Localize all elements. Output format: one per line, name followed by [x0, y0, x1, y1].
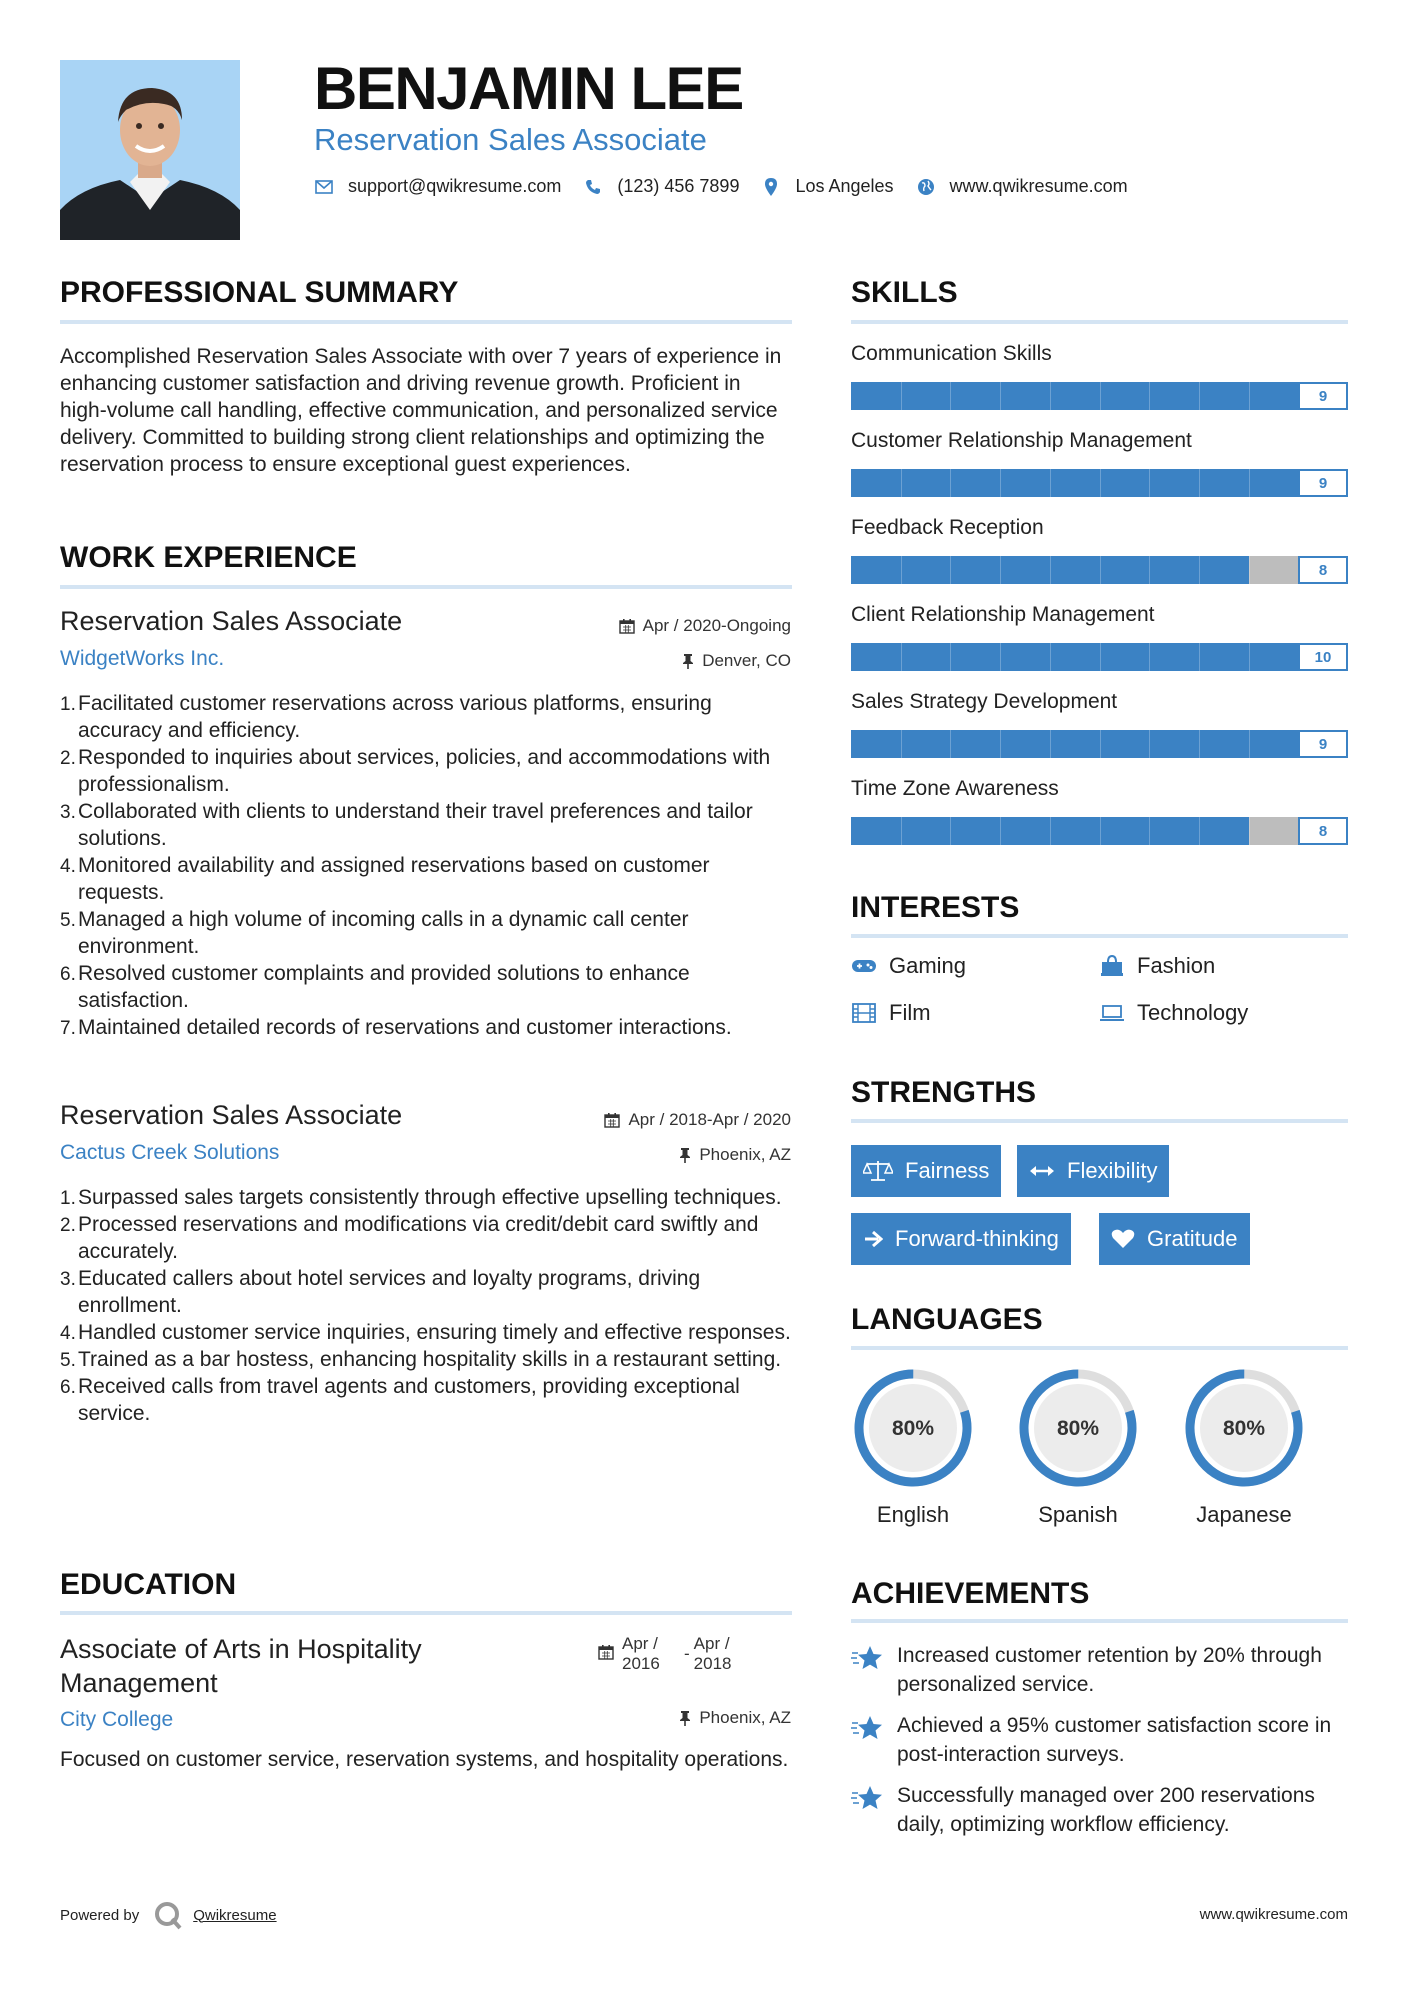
interest-technology: Technology — [1099, 1000, 1248, 1026]
language-ring — [1016, 1366, 1140, 1490]
list-item: Monitored availability and assigned reservations based on customer requests. — [78, 854, 710, 904]
education-location: Phoenix, AZ — [679, 1708, 791, 1728]
skill-name: Time Zone Awareness — [851, 777, 1059, 800]
pin-icon — [682, 653, 694, 669]
skill-bar-fill — [851, 469, 1298, 497]
skills-heading: SKILLS — [851, 276, 958, 309]
job-2-bullets — [60, 1184, 792, 1427]
job-1-date: Apr / 2020-Ongoing — [619, 616, 791, 636]
pin-icon — [679, 1147, 691, 1163]
laptop-icon — [1099, 1002, 1125, 1024]
skill-bar-segment — [1050, 643, 1051, 671]
skill-bar-segment — [1050, 730, 1051, 758]
list-item: Received calls from travel agents and customers, providing exceptional service. — [78, 1375, 740, 1425]
contact-website[interactable] — [916, 176, 1128, 197]
skill-level-badge: 9 — [1298, 382, 1348, 410]
achievements-divider — [851, 1619, 1348, 1623]
strengths-heading: STRENGTHS — [851, 1076, 1037, 1109]
skill-bar-segment — [1199, 556, 1200, 584]
languages-heading: LANGUAGES — [851, 1303, 1043, 1336]
balance-scale-icon — [863, 1159, 893, 1183]
skill-bar-segment — [1000, 469, 1001, 497]
skill-bar-segment — [1249, 643, 1250, 671]
skill-bar-segment — [1199, 469, 1200, 497]
skill-level-badge: 9 — [1298, 730, 1348, 758]
job-2-location: Phoenix, AZ — [679, 1145, 791, 1165]
interests-heading: INTERESTS — [851, 891, 1020, 924]
skill-name: Client Relationship Management — [851, 603, 1155, 626]
list-item: Trained as a bar hostess, enhancing hospitality skills in a restaurant setting. — [78, 1348, 782, 1371]
skill-bar-segment — [1000, 817, 1001, 845]
language-name: Spanish — [1038, 1502, 1118, 1527]
calendar-icon — [604, 1112, 620, 1128]
globe-icon — [916, 177, 936, 197]
language-ring — [1182, 1366, 1306, 1490]
calendar-icon — [619, 618, 635, 634]
skill-bar-segment — [1000, 382, 1001, 410]
skill-bar-segment — [1100, 382, 1101, 410]
gamepad-icon — [851, 955, 877, 977]
skill-bar — [851, 817, 1348, 845]
skill-bar-segment — [950, 556, 951, 584]
achievement-2: Achieved a 95% customer satisfaction score in post-interaction surveys. — [851, 1711, 1351, 1769]
education-heading: EDUCATION — [60, 1568, 237, 1601]
skill-name: Sales Strategy Development — [851, 690, 1118, 713]
list-item: Maintained detailed records of reservations and customer interactions. — [78, 1016, 732, 1039]
skill-bar-segment — [901, 730, 902, 758]
experience-heading: WORK EXPERIENCE — [60, 541, 357, 574]
skill-bar-segment — [1149, 817, 1150, 845]
heart-icon — [1111, 1229, 1135, 1249]
job-1-title: Reservation Sales Associate — [60, 606, 403, 636]
skill-bar-segment — [901, 469, 902, 497]
skill-name: Communication Skills — [851, 342, 1052, 365]
skill-bar-segment — [1000, 730, 1001, 758]
contact-email[interactable] — [314, 176, 561, 197]
skill-bar-segment — [1249, 556, 1250, 584]
language-percent: 80% — [1056, 1417, 1100, 1440]
skill-bar-segment — [1199, 643, 1200, 671]
skill-level-badge: 10 — [1298, 643, 1348, 671]
phone-icon — [583, 177, 603, 197]
contact-phone-text: (123) 456 7899 — [617, 176, 740, 196]
skill-bar-segment — [1149, 382, 1150, 410]
skill-bar-segment — [1199, 730, 1200, 758]
skill-bar-segment — [950, 382, 951, 410]
job-1-bullets — [60, 690, 792, 1041]
list-item: Surpassed sales targets consistently through effective upselling techniques. — [78, 1186, 782, 1209]
contact-location — [761, 176, 893, 197]
skill-bar-segment — [1149, 643, 1150, 671]
language-percent: 80% — [1222, 1417, 1266, 1440]
skill-bar-segment — [1249, 382, 1250, 410]
skill-bar-segment — [1050, 817, 1051, 845]
interests-divider — [851, 934, 1348, 938]
skill-bar-segment — [950, 817, 951, 845]
contact-website-text: www.qwikresume.com — [949, 176, 1128, 196]
skill-bar-segment — [1199, 817, 1200, 845]
calendar-icon — [598, 1644, 614, 1660]
star-icon — [851, 1781, 887, 1839]
strength-flexibility: Flexibility — [1017, 1145, 1169, 1197]
skill-bar-segment — [1000, 556, 1001, 584]
language-name: English — [876, 1502, 950, 1527]
education-divider — [60, 1611, 792, 1615]
skill-bar-segment — [1199, 382, 1200, 410]
skill-bar-fill — [851, 382, 1298, 410]
skill-bar-segment — [1249, 817, 1250, 845]
envelope-icon — [314, 177, 334, 197]
candidate-name: BENJAMIN LEE — [314, 55, 743, 122]
skill-bar-fill — [851, 730, 1298, 758]
language-item — [1182, 1366, 1306, 1528]
skill-bar-segment — [1100, 556, 1101, 584]
skill-bar-segment — [1050, 382, 1051, 410]
contact-email-text: support@qwikresume.com — [348, 176, 562, 196]
list-item: Handled customer service inquiries, ensuring timely and effective responses. — [78, 1321, 791, 1344]
skill-bar — [851, 469, 1348, 497]
profile-photo — [60, 60, 240, 240]
language-item — [851, 1366, 975, 1528]
interest-film: Film — [851, 1000, 931, 1026]
skill-level-badge: 9 — [1298, 469, 1348, 497]
skill-bar-segment — [950, 730, 951, 758]
list-item: Educated callers about hotel services and loyalty programs, driving enrollment. — [78, 1267, 701, 1317]
candidate-title: Reservation Sales Associate — [314, 122, 707, 157]
skill-bar-segment — [950, 643, 951, 671]
skill-bar-segment — [1149, 556, 1150, 584]
skill-bar-segment — [950, 469, 951, 497]
skill-name: Customer Relationship Management — [851, 429, 1192, 452]
job-2-date: Apr / 2018-Apr / 2020 — [604, 1110, 791, 1130]
strengths-divider — [851, 1119, 1348, 1123]
film-icon — [851, 1002, 877, 1024]
arrow-right-icon — [863, 1230, 883, 1248]
skill-bar-segment — [901, 643, 902, 671]
skill-bar-segment — [901, 556, 902, 584]
language-name: Japanese — [1196, 1502, 1292, 1527]
language-ring — [851, 1366, 975, 1490]
languages-divider — [851, 1346, 1348, 1350]
skill-bar — [851, 730, 1348, 758]
education-dates: Apr / 2016 - Apr / 2018 — [598, 1634, 732, 1674]
footer-website[interactable]: www.qwikresume.com — [1199, 1906, 1348, 1923]
skill-bar-segment — [1149, 730, 1150, 758]
footer-powered-by: Powered by Qwikresume — [60, 1900, 277, 1930]
skill-bar-segment — [1100, 643, 1101, 671]
education-description: Focused on customer service, reservation systems, and hospitality operations. — [60, 1748, 789, 1771]
skill-bar — [851, 556, 1348, 584]
summary-divider — [60, 320, 792, 324]
contact-location-text: Los Angeles — [795, 176, 894, 196]
skill-level-badge: 8 — [1298, 556, 1348, 584]
skill-bar-segment — [1050, 469, 1051, 497]
shopping-bag-icon — [1099, 955, 1125, 977]
job-2-title: Reservation Sales Associate — [60, 1100, 403, 1130]
achievement-3: Successfully managed over 200 reservations daily, optimizing workflow efficiency. — [851, 1781, 1351, 1839]
education-degree: Associate of Arts in Hospitality Management — [60, 1634, 422, 1698]
contact-phone[interactable] — [583, 176, 739, 197]
strength-forward-thinking: Forward-thinking — [851, 1213, 1071, 1265]
skill-bar — [851, 382, 1348, 410]
qwikresume-logo-icon — [153, 1900, 183, 1930]
star-icon — [851, 1641, 887, 1699]
summary-heading: PROFESSIONAL SUMMARY — [60, 276, 459, 309]
list-item: Facilitated customer reservations across various platforms, ensuring accuracy and efficiency. — [78, 692, 712, 742]
contact-bar — [314, 176, 1150, 197]
achievements-heading: ACHIEVEMENTS — [851, 1577, 1090, 1610]
pin-icon — [679, 1710, 691, 1726]
list-item: Responded to inquiries about services, policies, and accommodations with professionalism. — [78, 746, 771, 796]
list-item: Managed a high volume of incoming calls in a dynamic call center environment. — [78, 908, 689, 958]
skill-level-badge: 8 — [1298, 817, 1348, 845]
language-item — [1016, 1366, 1140, 1528]
skill-bar-segment — [1249, 469, 1250, 497]
strength-fairness: Fairness — [851, 1145, 1001, 1197]
job-2-company: Cactus Creek Solutions — [60, 1141, 280, 1164]
list-item: Collaborated with clients to understand their travel preferences and tailor solutions. — [78, 800, 753, 850]
language-percent: 80% — [891, 1417, 935, 1440]
star-icon — [851, 1711, 887, 1769]
interest-fashion: Fashion — [1099, 953, 1215, 979]
skill-bar-segment — [1100, 730, 1101, 758]
education-school: City College — [60, 1708, 174, 1731]
list-item: Processed reservations and modifications via credit/debit card swiftly and accurately. — [78, 1213, 759, 1263]
experience-divider — [60, 585, 792, 589]
skills-divider — [851, 320, 1348, 324]
strength-gratitude: Gratitude — [1099, 1213, 1250, 1265]
job-1-location: Denver, CO — [682, 651, 791, 671]
list-item: Resolved customer complaints and provided solutions to enhance satisfaction. — [78, 962, 690, 1012]
skill-bar-segment — [1000, 643, 1001, 671]
job-1-company: WidgetWorks Inc. — [60, 647, 225, 670]
summary-text: Accomplished Reservation Sales Associate with over 7 years of experience in enhancing customer satisfaction and driving revenue growth. Proficient in high-volume call handling, effective communication, and personalized service delivery. Committed to building strong client relationships and optimizing the reservation process to ensure exceptional guest experiences. — [60, 345, 782, 476]
skill-bar-segment — [901, 382, 902, 410]
skill-bar-segment — [1149, 469, 1150, 497]
skill-bar-segment — [901, 817, 902, 845]
skill-bar — [851, 643, 1348, 671]
skill-bar-segment — [1050, 556, 1051, 584]
achievement-1: Increased customer retention by 20% through personalized service. — [851, 1641, 1351, 1699]
interest-gaming: Gaming — [851, 953, 966, 979]
arrows-horizontal-icon — [1029, 1164, 1055, 1178]
skill-name: Feedback Reception — [851, 516, 1044, 539]
skill-bar-segment — [1100, 469, 1101, 497]
skill-bar-segment — [1249, 730, 1250, 758]
skill-bar-segment — [1100, 817, 1101, 845]
map-marker-icon — [761, 177, 781, 197]
qwikresume-link[interactable]: Qwikresume — [193, 1906, 277, 1924]
